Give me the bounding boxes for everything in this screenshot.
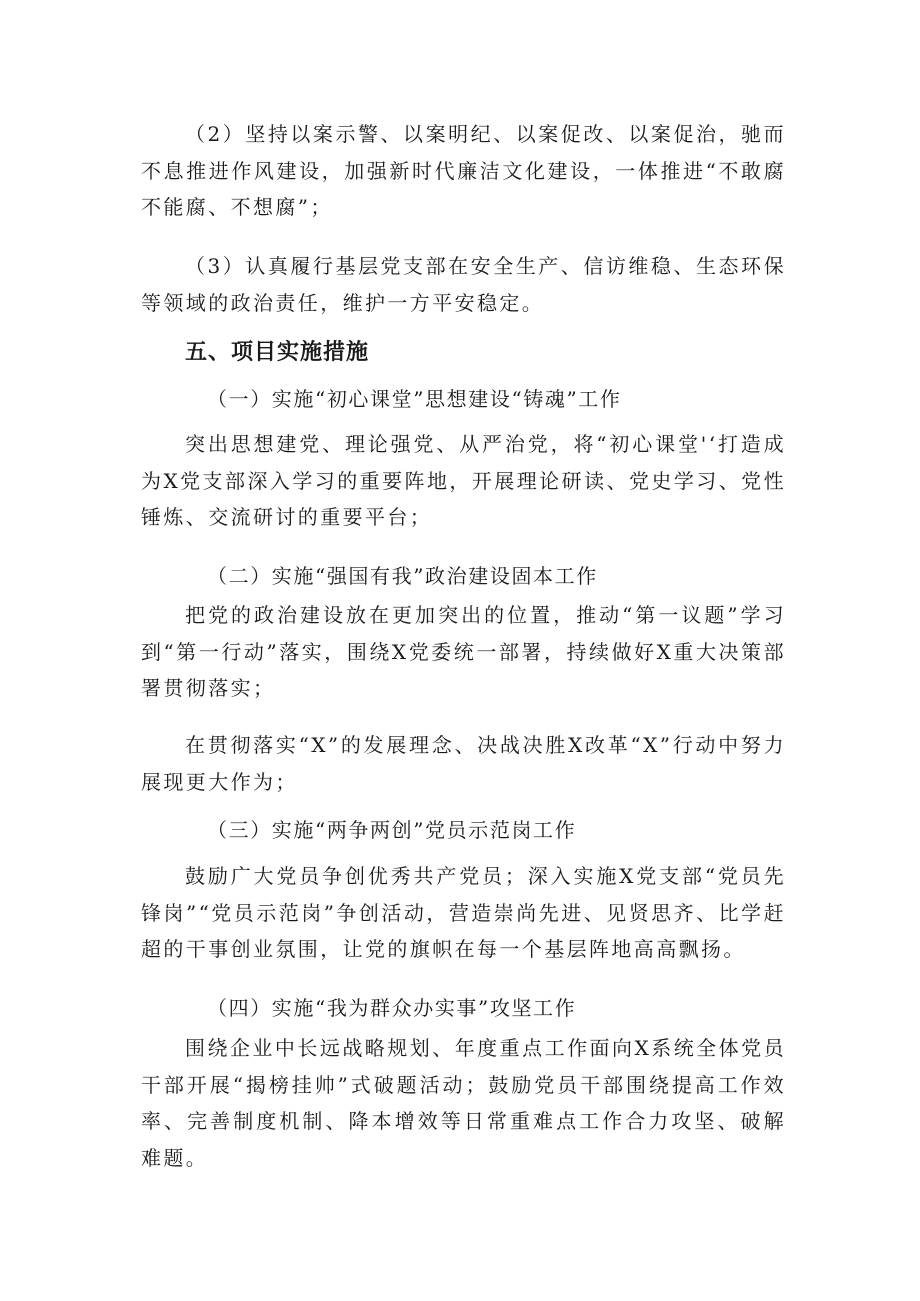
item-4-body: 围绕企业中长远战略规划、年度重点工作面向X系统全体党员干部开展“揭榜挂帅”式破题活动；鼓励党员干部围绕提高工作效率、完善制度机制、降本增效等日常重难点工作合力攻坚、破解难题。 [141, 1036, 786, 1170]
paragraph-3: （3）认真履行基层党支部在安全生产、信访维稳、生态环保等领域的政治责任，维护一方平安稳定。 [141, 254, 786, 315]
section-heading: 五、项目实施措施 [185, 340, 370, 365]
item-3-body: 鼓励广大党员争创优秀共产党员；深入实施X党支部“党员先锋岗”“党员示范岗”争创活动，营造崇尚先进、见贤思齐、比学赶超的干事创业氛围，让党的旗帜在每一个基层阵地高高飘扬。 [141, 864, 786, 961]
item-2-body-2: 在贯彻落实“X”的发展理念、决战决胜X改革“X”行动中努力展现更大作为； [141, 733, 786, 794]
paragraph-2: （2）坚持以案示警、以案明纪、以案促改、以案促治，驰而不息推进作风建设，加强新时代廉洁文化建设，一体推进“不敢腐不能腐、不想腐”； [141, 122, 786, 219]
item-1-body: 突出思想建党、理论强党、从严治党，将“初心课堂'‘打造成为X党支部深入学习的重要阵地，开展理论研读、党史学习、党性锤炼、交流研讨的重要平台； [141, 432, 786, 529]
item-3-subheading: （三）实施“两争两创”党员示范岗工作 [207, 818, 577, 842]
item-2-body-1: 把党的政治建设放在更加突出的位置，推动“第一议题”学习到“第一行动”落实，围绕X党委统一部署，持续做好X重大决策部署贯彻落实； [141, 603, 786, 700]
item-4-subheading: （四）实施“我为群众办实事”攻坚工作 [207, 996, 577, 1020]
item-1-subheading: （一）实施“初心课堂”思想建设“铸魂”工作 [207, 387, 622, 411]
item-2-subheading: （二）实施“强国有我”政治建设固本工作 [207, 564, 598, 588]
